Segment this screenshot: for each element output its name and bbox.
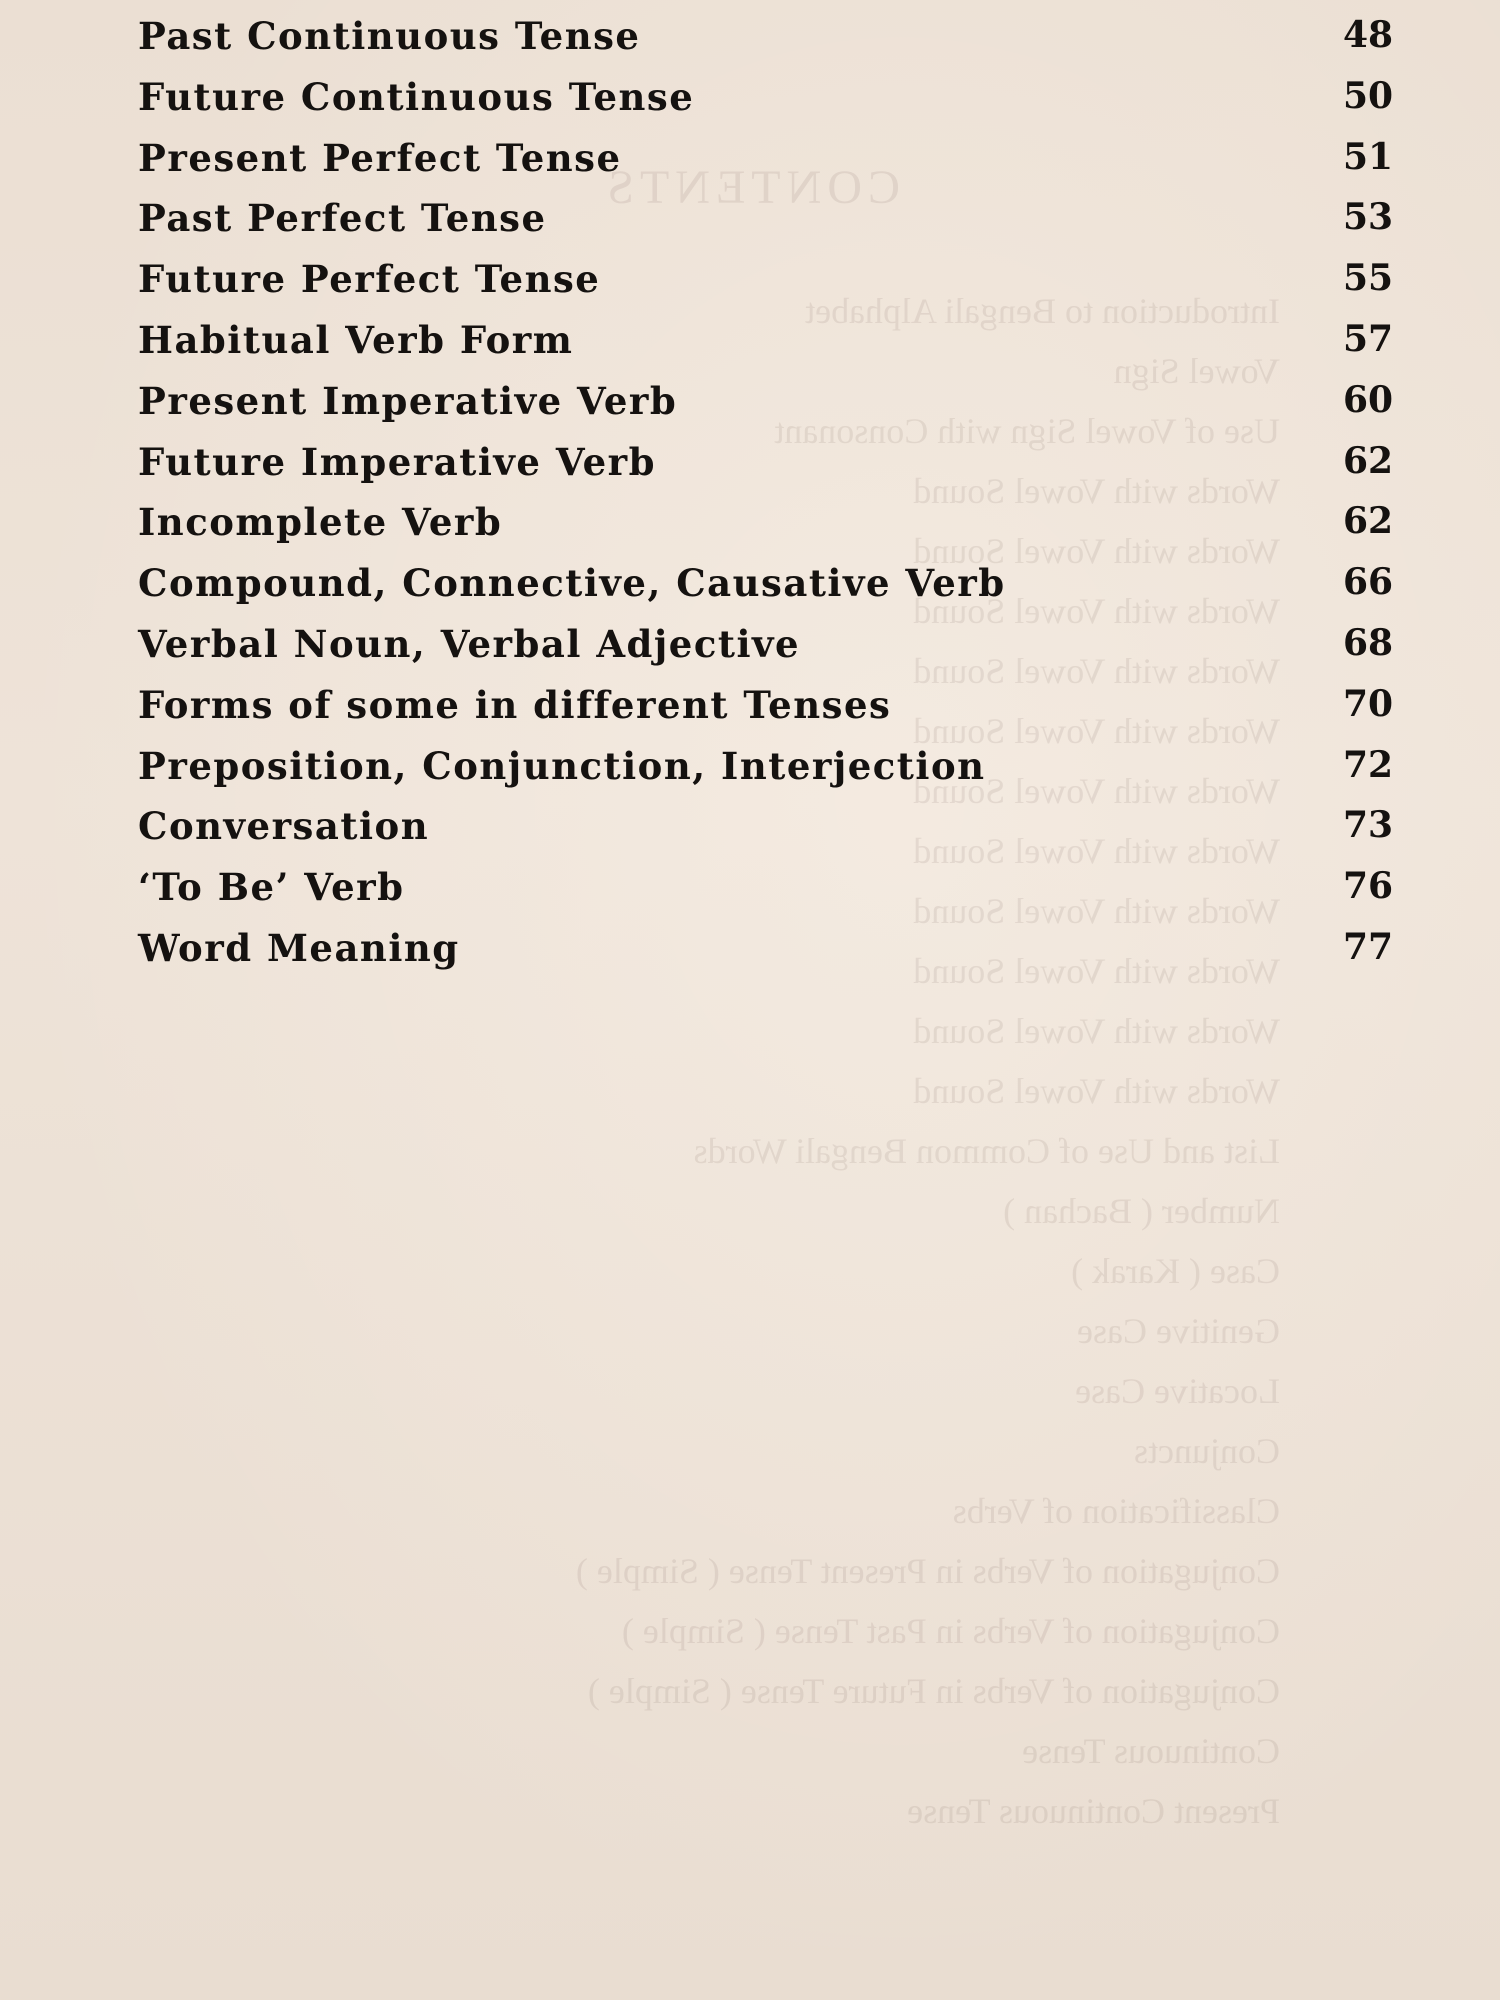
toc-entry-page: 72 xyxy=(1343,743,1394,786)
toc-entry xyxy=(138,561,1408,622)
toc-entry-title: Future Continuous Tense xyxy=(138,74,695,119)
toc-entry-page: 53 xyxy=(1343,196,1394,239)
toc-entry-title: ‘To Be’ Verb xyxy=(138,865,405,910)
toc-entry-page: 51 xyxy=(1343,135,1394,178)
toc-entry xyxy=(138,622,1408,683)
toc-entry-page: 62 xyxy=(1343,439,1394,482)
toc-entry-page: 70 xyxy=(1343,682,1394,725)
toc-entry-title: Word Meaning xyxy=(138,925,460,970)
bleed-through-reverse-text: CONTENTS Introduction to Bengali Alphabet Vowel Sign Use of Vowel Sign with Consonant Words with Vowel Sound Words with Vowel Sound Words with Vowel Sound Words with Vowel Sound Words with Vowel Sound Words with Vowel Sound Words with Vowel Sound Words with Vowel Sound Words with Vowel Sound Words with Vowel Sound Words with Vowel Sound List and Use of Common Bengali Words Number ( Bachan ) Case ( Karak ) Genitive Case Locative Case Conjuncts Classification of Verbs Conjugation of Verbs in Present Tense ( Simple ) Conjugation of Verbs in Past Tense ( Simple ) Conjugation of Verbs in Future Tense ( Simple ) Continuous Tense Present Continuous Tense xyxy=(575,161,1280,1831)
toc-entry xyxy=(138,865,1408,926)
toc-entry-title: Future Perfect Tense xyxy=(138,257,601,302)
toc-entry-title: Verbal Noun, Verbal Adjective xyxy=(138,621,801,666)
toc-entry-title: Forms of some in different Tenses xyxy=(138,682,892,727)
toc-entry-page: 57 xyxy=(1343,317,1394,360)
toc-entry xyxy=(138,804,1408,865)
table-of-contents xyxy=(138,14,1408,987)
toc-entry xyxy=(138,379,1408,440)
toc-entry-title: Habitual Verb Form xyxy=(138,317,574,362)
toc-entry xyxy=(138,14,1408,75)
toc-entry-title: Conversation xyxy=(138,804,430,849)
toc-entry-page: 50 xyxy=(1343,74,1394,117)
toc-entry xyxy=(138,318,1408,379)
toc-entry-title: Compound, Connective, Causative Verb xyxy=(138,561,1006,606)
toc-entry-page: 76 xyxy=(1343,865,1394,908)
toc-entry xyxy=(138,440,1408,501)
toc-entry-title: Future Imperative Verb xyxy=(138,439,657,484)
toc-entry-title: Incomplete Verb xyxy=(138,500,503,545)
toc-entry-title: Preposition, Conjunction, Interjection xyxy=(138,743,986,788)
toc-entry-title: Past Continuous Tense xyxy=(138,14,641,58)
toc-entry-page: 68 xyxy=(1343,621,1394,664)
toc-entry-page: 77 xyxy=(1343,925,1394,968)
toc-entry xyxy=(138,744,1408,805)
toc-entry xyxy=(138,257,1408,318)
toc-entry xyxy=(138,136,1408,197)
toc-entry-title: Past Perfect Tense xyxy=(138,196,547,241)
toc-entry xyxy=(138,683,1408,744)
toc-entry-page: 48 xyxy=(1343,14,1394,56)
toc-entry xyxy=(138,75,1408,136)
toc-entry-page: 55 xyxy=(1343,257,1394,300)
toc-entry xyxy=(138,926,1408,987)
toc-entry-page: 60 xyxy=(1343,378,1394,421)
toc-entry-page: 62 xyxy=(1343,500,1394,543)
toc-entry xyxy=(138,500,1408,561)
toc-entry xyxy=(138,196,1408,257)
toc-entry-title: Present Imperative Verb xyxy=(138,378,678,423)
toc-entry-title: Present Perfect Tense xyxy=(138,135,622,180)
toc-entry-page: 73 xyxy=(1343,804,1394,847)
toc-entry-page: 66 xyxy=(1343,561,1394,604)
